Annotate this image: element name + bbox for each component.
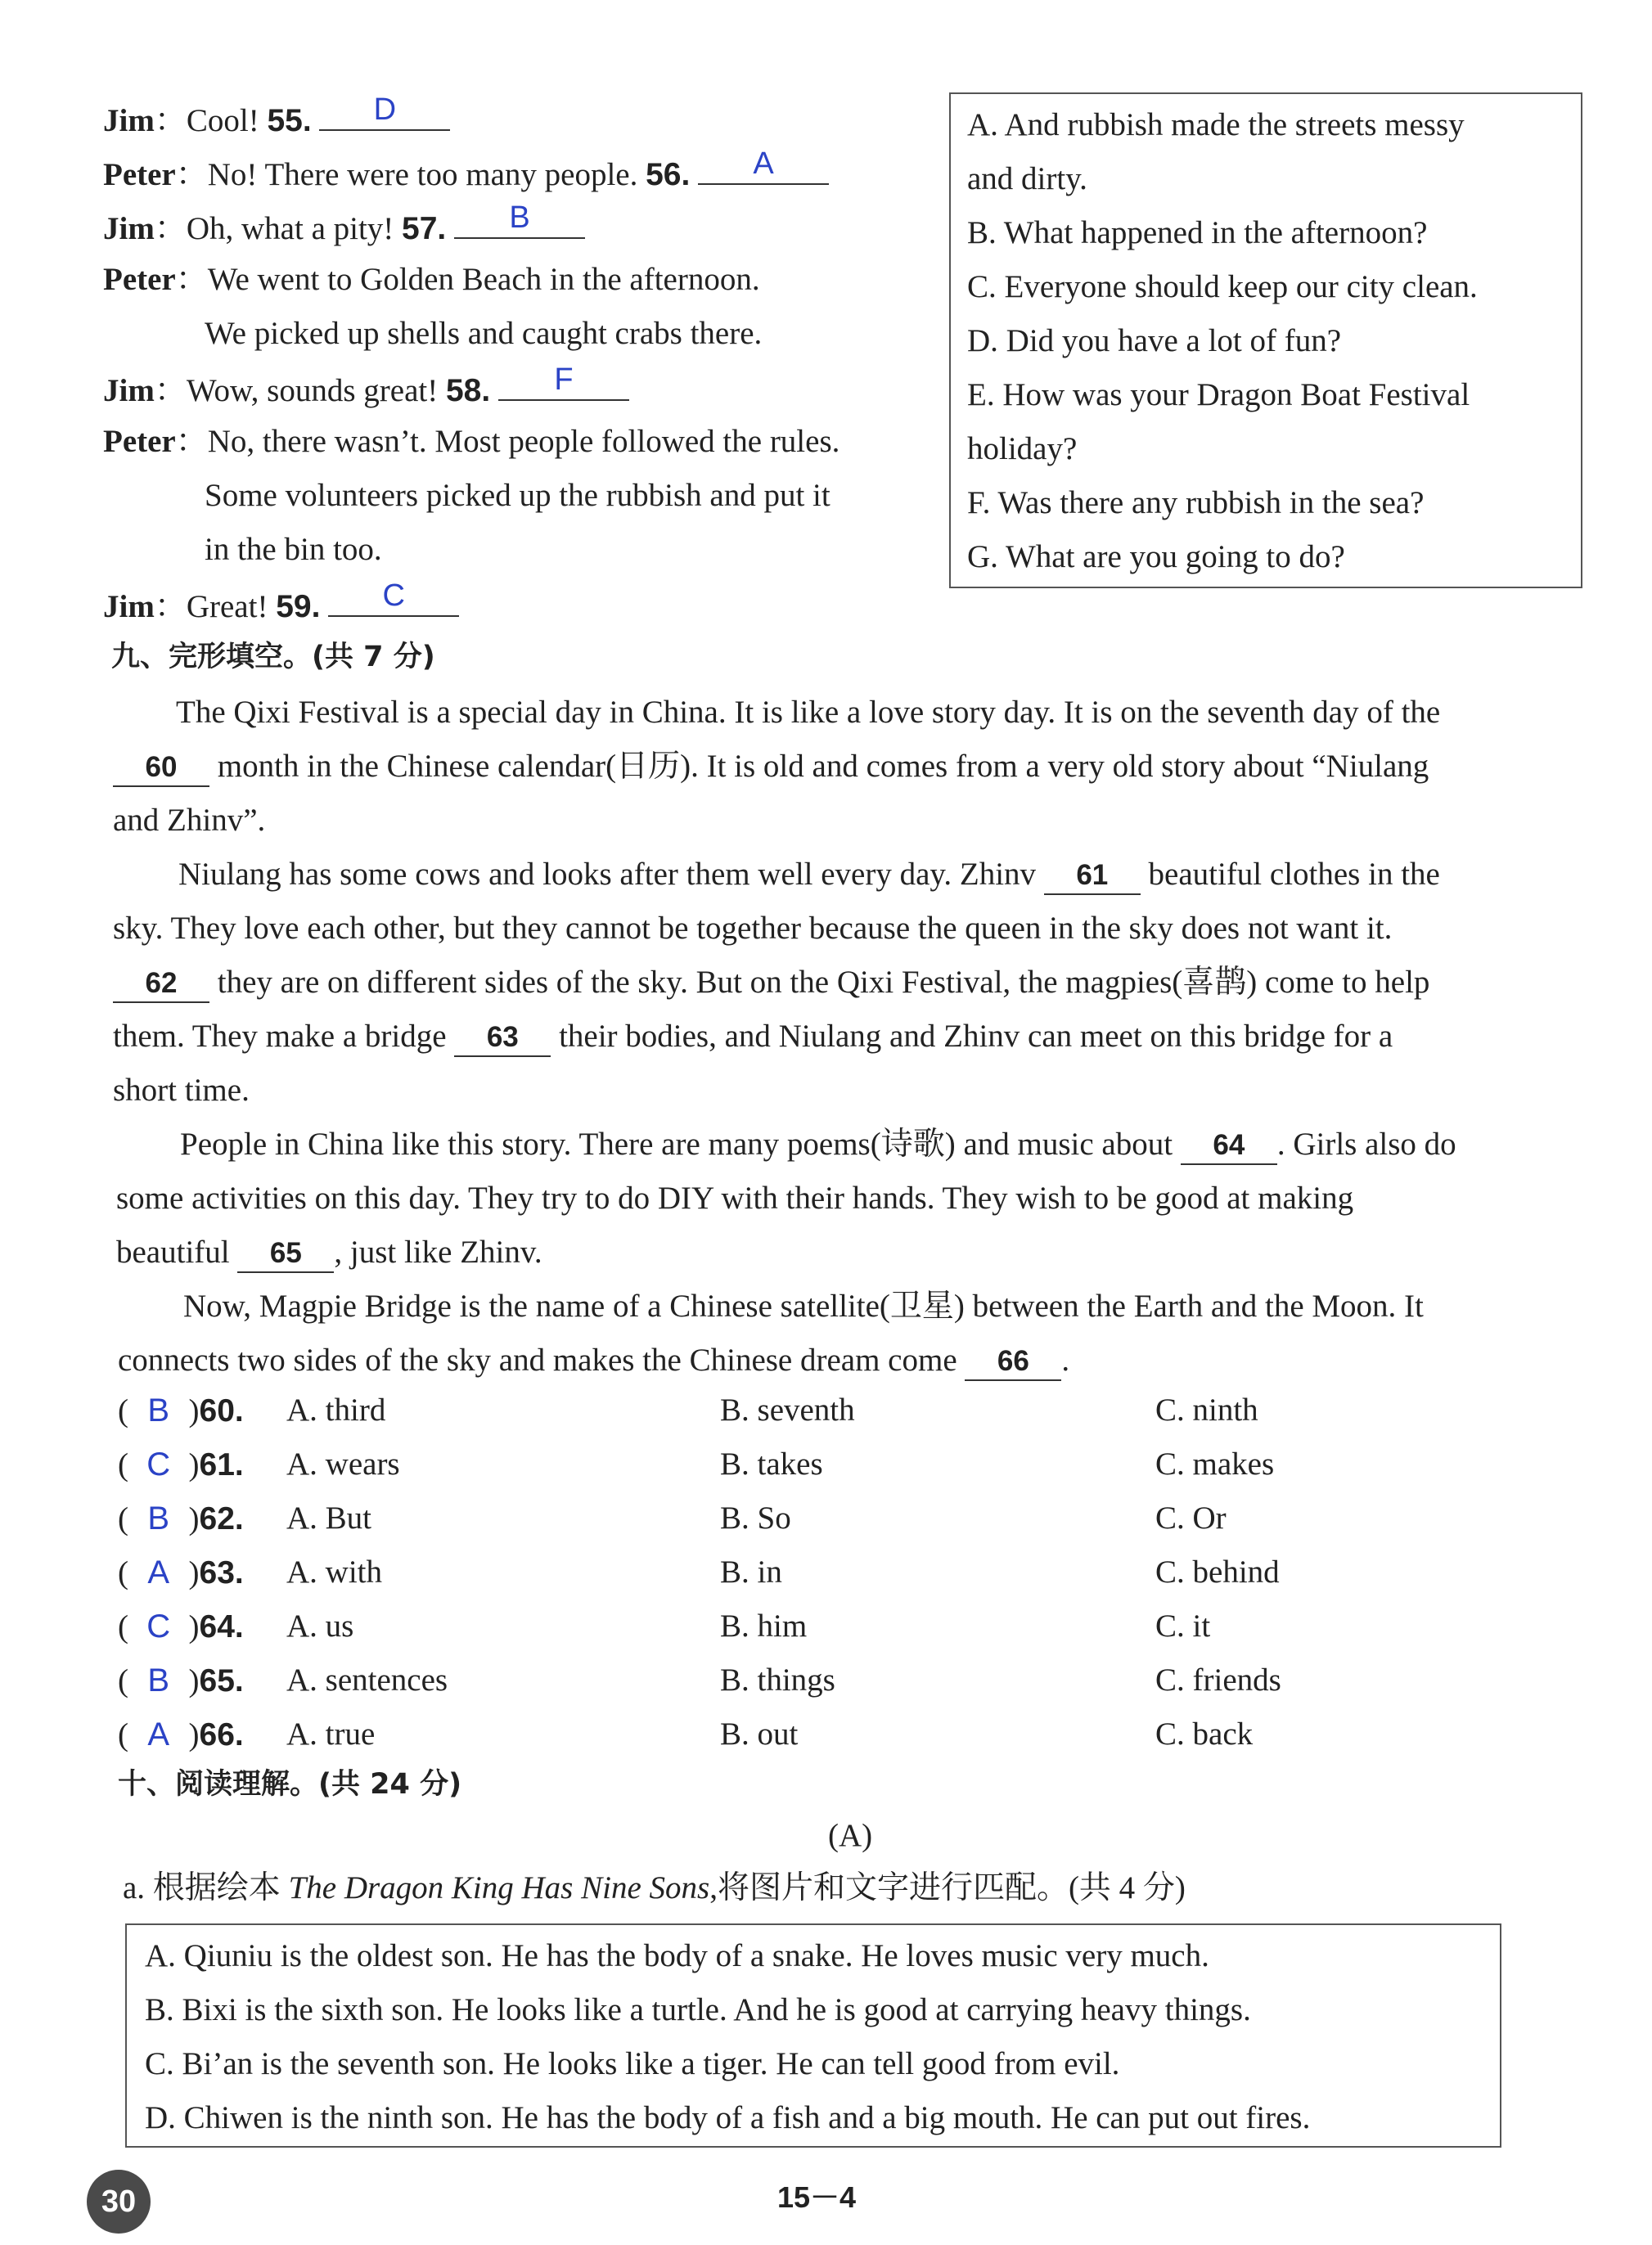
- choice-option-c[interactable]: C. Or: [1155, 1500, 1227, 1536]
- choice-option-a[interactable]: A. sentences: [286, 1662, 448, 1698]
- choice-option-c[interactable]: C. friends: [1155, 1662, 1281, 1698]
- paren: ): [188, 1555, 200, 1590]
- paren: (: [118, 1717, 128, 1752]
- option-line: B. What happened in the afternoon?: [967, 215, 1428, 250]
- choice-row-66: [118, 1713, 244, 1757]
- passage-line: The Qixi Festival is a special day in China. It is like a love story day. It is on the seventh day of the: [176, 695, 1441, 730]
- question-number: 59.: [276, 589, 321, 624]
- choice-option-b[interactable]: B. seventh: [720, 1392, 855, 1428]
- choice-answer[interactable]: C: [146, 1446, 171, 1482]
- cloze-blank-61[interactable]: 61: [1044, 857, 1141, 895]
- paren: (: [118, 1393, 128, 1428]
- option-line: A. And rubbish made the streets messy: [967, 107, 1465, 142]
- paren: (: [118, 1501, 128, 1536]
- option-line: D. Did you have a lot of fun?: [967, 323, 1342, 358]
- paren: (: [118, 1447, 128, 1482]
- choice-row-63: [118, 1551, 244, 1595]
- paren: (: [118, 1609, 128, 1644]
- line-text: No! There were too many people.: [207, 157, 646, 192]
- dialogue-line-57: [103, 200, 585, 250]
- choice-option-b[interactable]: B. takes: [720, 1446, 823, 1482]
- cloze-blank-66[interactable]: 66: [965, 1343, 1061, 1381]
- paren: ): [188, 1663, 200, 1698]
- speaker-sep: ：: [154, 211, 187, 246]
- dialogue-continuation: Some volunteers picked up the rubbish and put it: [205, 478, 831, 513]
- option-line: and dirty.: [967, 161, 1087, 196]
- speaker: Jim: [103, 103, 155, 138]
- choice-row-64: [118, 1605, 244, 1649]
- speaker-sep: ：: [154, 103, 187, 138]
- matching-item: B. Bixi is the sixth son. He looks like a turtle. And he is good at carrying heavy things.: [145, 1992, 1251, 2027]
- answer-blank-55[interactable]: [319, 92, 450, 131]
- handwritten-answer: C: [382, 578, 405, 613]
- speaker-sep: ：: [175, 262, 208, 297]
- passage-text: .: [1061, 1343, 1070, 1378]
- choice-option-a[interactable]: A. us: [286, 1608, 354, 1644]
- choice-option-b[interactable]: B. him: [720, 1608, 808, 1644]
- speaker-sep: ：: [154, 373, 187, 408]
- page-number-badge: 30: [87, 2170, 151, 2234]
- choice-option-a[interactable]: A. third: [286, 1392, 386, 1428]
- paren: ): [188, 1501, 200, 1536]
- choice-row-61: [118, 1443, 244, 1487]
- passage-text: their bodies, and Niulang and Zhinv can meet on this bridge for a: [551, 1019, 1393, 1054]
- passage-line: short time.: [113, 1073, 250, 1108]
- passage-line: [178, 848, 1440, 902]
- choice-row-65: [118, 1659, 244, 1703]
- choice-option-b[interactable]: B. in: [720, 1554, 782, 1590]
- line-text: Wow, sounds great!: [186, 373, 446, 408]
- paren: ): [188, 1717, 200, 1752]
- matching-item: D. Chiwen is the ninth son. He has the body of a fish and a big mouth. He can put out fires.: [145, 2100, 1311, 2135]
- passage-line: and Zhinv”.: [113, 803, 266, 838]
- cloze-blank-60[interactable]: 60: [113, 749, 209, 787]
- passage-text: connects two sides of the sky and makes the Chinese dream come: [118, 1343, 966, 1378]
- choice-answer[interactable]: B: [147, 1662, 170, 1698]
- question-number: 65.: [199, 1663, 244, 1698]
- choice-option-c[interactable]: C. it: [1155, 1608, 1211, 1644]
- paren: (: [118, 1663, 128, 1698]
- instruction-text: a. 根据绘本: [123, 1870, 289, 1905]
- speaker-sep: ：: [175, 424, 208, 459]
- passage-text: month in the Chinese calendar(日历). It is old and comes from a very old story about “Niulang: [209, 749, 1429, 784]
- matching-item: A. Qiuniu is the oldest son. He has the body of a snake. He loves music very much.: [145, 1938, 1209, 1973]
- passage-text: People in China like this story. There are many poems(诗歌) and music about: [180, 1127, 1181, 1162]
- choice-answer[interactable]: B: [147, 1392, 170, 1428]
- choice-option-a[interactable]: A. true: [286, 1716, 376, 1752]
- line-text: Cool!: [186, 103, 268, 138]
- question-number: 58.: [445, 373, 491, 408]
- passage-line: [116, 1226, 542, 1280]
- question-number: 63.: [199, 1555, 244, 1590]
- choice-answer[interactable]: A: [147, 1716, 170, 1752]
- matching-box: [125, 1923, 1501, 2148]
- matching-item: C. Bi’an is the seventh son. He looks like a tiger. He can tell good from evil.: [145, 2046, 1120, 2081]
- option-line: F. Was there any rubbish in the sea?: [967, 485, 1425, 520]
- choice-option-c[interactable]: C. back: [1155, 1716, 1254, 1752]
- choice-answer[interactable]: A: [147, 1554, 170, 1590]
- dialogue-line-55: [103, 92, 450, 142]
- option-line: E. How was your Dragon Boat Festival: [967, 377, 1470, 412]
- question-number: 56.: [646, 157, 691, 192]
- dialogue-continuation: in the bin too.: [205, 532, 382, 567]
- question-number: 55.: [267, 103, 312, 138]
- answer-blank-59[interactable]: [328, 578, 459, 617]
- choice-row-60: [118, 1389, 244, 1433]
- instruction-text: ,将图片和文字进行匹配。(共 4 分): [709, 1870, 1186, 1905]
- choice-option-a[interactable]: A. But: [286, 1500, 372, 1536]
- passage-text: beautiful: [116, 1235, 238, 1270]
- paren: (: [118, 1555, 128, 1590]
- answer-blank-57[interactable]: [454, 200, 585, 239]
- choice-option-b[interactable]: B. out: [720, 1716, 799, 1752]
- passage-line: [113, 956, 1429, 1010]
- passage-text: . Girls also do: [1276, 1127, 1456, 1162]
- speaker: Peter: [103, 262, 176, 297]
- choice-option-b[interactable]: B. So: [720, 1500, 791, 1536]
- handwritten-answer: F: [554, 362, 574, 397]
- passage-text: they are on different sides of the sky. But on the Qixi Festival, the magpies(喜鹊) come to help: [209, 965, 1430, 1000]
- choice-option-b[interactable]: B. things: [720, 1662, 835, 1698]
- answer-blank-56[interactable]: [698, 146, 829, 185]
- passage-line: some activities on this day. They try to do DIY with their hands. They wish to be good at making: [116, 1181, 1354, 1216]
- book-title: The Dragon King Has Nine Sons: [288, 1870, 710, 1905]
- passage-line: [180, 1118, 1456, 1172]
- dialogue-line-59: [103, 578, 459, 628]
- speaker: Jim: [103, 373, 155, 408]
- passage-text: beautiful clothes in the: [1140, 857, 1440, 892]
- passage-line: [113, 1010, 1393, 1064]
- speaker: Peter: [103, 424, 176, 459]
- section-heading-reading: 十、阅读理解。(共 24 分): [118, 1768, 462, 1801]
- option-line: holiday?: [967, 431, 1078, 466]
- handwritten-answer: D: [373, 92, 397, 127]
- cloze-blank-63[interactable]: 63: [454, 1019, 551, 1057]
- speaker-sep: ：: [154, 589, 187, 624]
- speaker: Jim: [103, 589, 155, 624]
- choice-option-c[interactable]: C. ninth: [1155, 1392, 1258, 1428]
- handwritten-answer: A: [753, 146, 774, 181]
- question-number: 66.: [199, 1717, 244, 1752]
- passage-line: sky. They love each other, but they cannot be together because the queen in the sky does not want it.: [113, 911, 1393, 946]
- question-number: 57.: [402, 211, 447, 246]
- dialogue-line: [103, 421, 840, 463]
- choice-option-a[interactable]: A. with: [286, 1554, 382, 1590]
- section-label: (A): [828, 1818, 873, 1853]
- passage-line: [113, 740, 1429, 794]
- passage-text: , just like Zhinv.: [334, 1235, 542, 1270]
- passage-line: [118, 1334, 1069, 1388]
- passage-text: them. They make a bridge: [113, 1019, 455, 1054]
- question-number: 62.: [199, 1501, 244, 1536]
- cloze-blank-65[interactable]: 65: [237, 1235, 334, 1273]
- dialogue-line-56: [103, 146, 829, 196]
- options-box: [949, 92, 1582, 588]
- choice-answer[interactable]: B: [147, 1500, 170, 1536]
- option-line: C. Everyone should keep our city clean.: [967, 269, 1478, 304]
- cloze-blank-64[interactable]: 64: [1181, 1127, 1277, 1165]
- speaker: Peter: [103, 157, 176, 192]
- line-text: Great!: [186, 589, 277, 624]
- paren: ): [188, 1393, 200, 1428]
- question-number: 61.: [199, 1447, 244, 1482]
- section-heading-cloze: 九、完形填空。(共 7 分): [111, 641, 435, 673]
- speaker: Jim: [103, 211, 155, 246]
- speaker-sep: ：: [175, 157, 208, 192]
- dialogue-line-58: [103, 362, 629, 412]
- handwritten-answer: B: [509, 200, 530, 235]
- paren: ): [188, 1609, 200, 1644]
- choice-option-c[interactable]: C. behind: [1155, 1554, 1280, 1590]
- choice-row-62: [118, 1497, 244, 1541]
- answer-blank-58[interactable]: [498, 362, 629, 401]
- question-number: 64.: [199, 1609, 244, 1644]
- choice-answer[interactable]: C: [146, 1608, 171, 1644]
- question-number: 60.: [199, 1393, 244, 1428]
- reading-instruction: [123, 1867, 1186, 1910]
- footer-code: 15－4: [777, 2180, 857, 2214]
- dialogue-line: [103, 259, 760, 301]
- line-text: We went to Golden Beach in the afternoon.: [207, 262, 760, 297]
- passage-line: Now, Magpie Bridge is the name of a Chinese satellite(卫星) between the Earth and the Moon. It: [183, 1289, 1424, 1324]
- passage-text: Niulang has some cows and looks after them well every day. Zhinv: [178, 857, 1044, 892]
- paren: ): [188, 1447, 200, 1482]
- option-line: G. What are you going to do?: [967, 539, 1345, 574]
- cloze-blank-62[interactable]: 62: [113, 965, 209, 1003]
- choice-option-a[interactable]: A. wears: [286, 1446, 400, 1482]
- line-text: No, there wasn’t. Most people followed the rules.: [207, 424, 840, 459]
- line-text: Oh, what a pity!: [186, 211, 403, 246]
- choice-option-c[interactable]: C. makes: [1155, 1446, 1275, 1482]
- dialogue-continuation: We picked up shells and caught crabs there.: [205, 316, 763, 351]
